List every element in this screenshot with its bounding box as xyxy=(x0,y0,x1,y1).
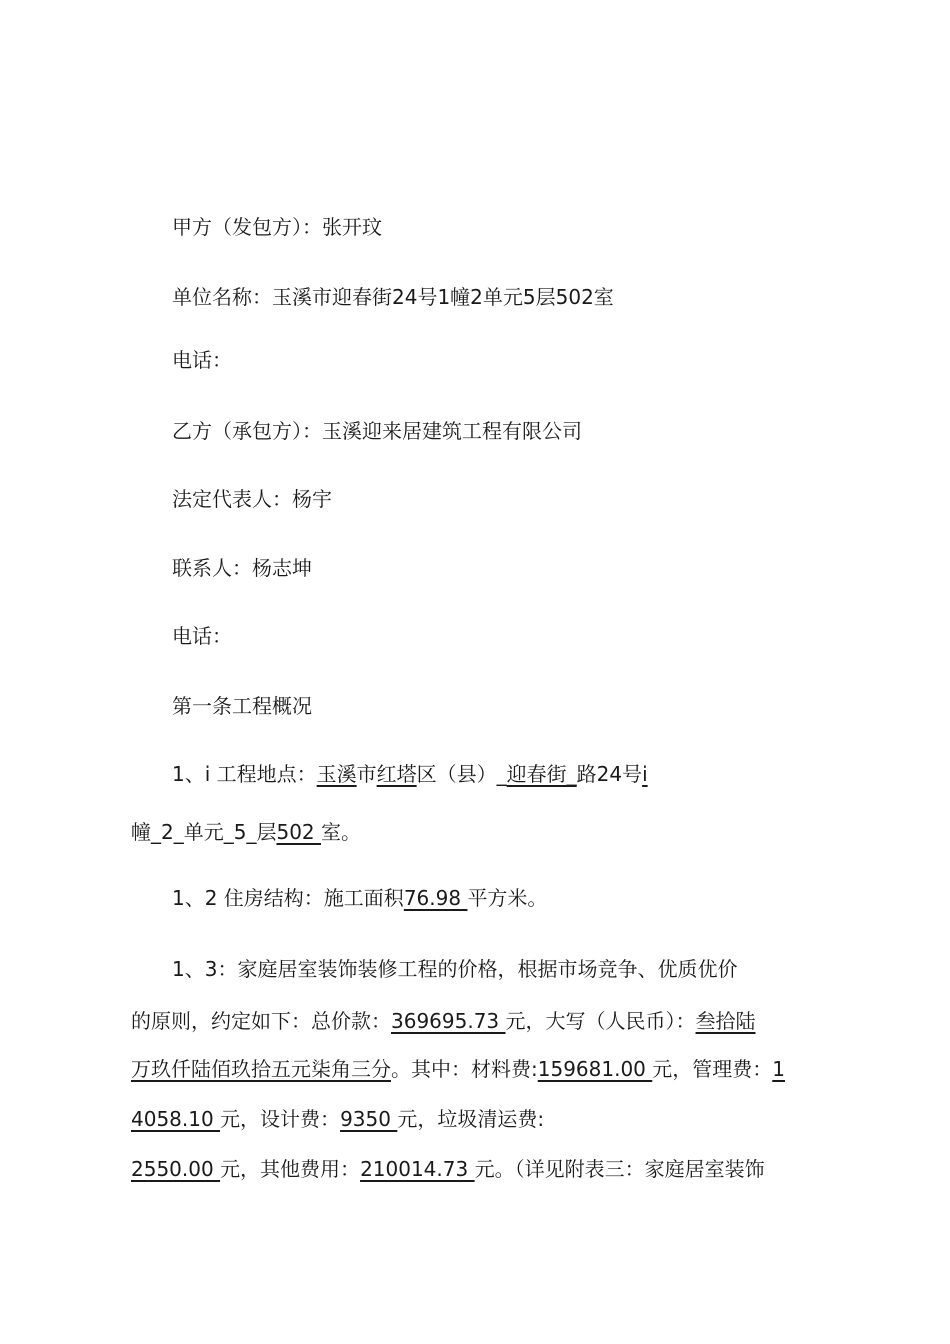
location-district: 红塔 xyxy=(376,762,417,786)
clause-1-3-line-2 xyxy=(131,1007,756,1037)
clause-1-3-line-5 xyxy=(131,1155,765,1185)
price-intro: 的原则，约定如下：总价款： xyxy=(131,1009,391,1033)
design-fee-label: 元，设计费： xyxy=(220,1107,341,1131)
party-a-name: 张开玟 xyxy=(322,215,382,239)
location-district-suffix: 区（县） xyxy=(416,762,497,786)
contact-line xyxy=(172,554,312,584)
contact-name: 杨志坤 xyxy=(252,556,312,580)
phone-a-line xyxy=(172,346,232,376)
location-street: 迎春街_ xyxy=(506,762,577,786)
mgmt-fee-part-1: 1 xyxy=(772,1057,785,1081)
unit-name-value: 玉溪市迎春街24号1幢2单元5层502室 xyxy=(272,285,614,309)
article-1-title xyxy=(172,692,312,722)
floor-word: 层 xyxy=(256,820,277,844)
material-fee: 159681.00 xyxy=(537,1057,653,1081)
clause-1-1-line-2 xyxy=(131,818,361,848)
room-number: 502 xyxy=(276,820,321,844)
location-road-number: 路24号 xyxy=(576,762,643,786)
unit-word: 单元 xyxy=(183,820,224,844)
unit-name-label: 单位名称： xyxy=(172,285,272,309)
clause-1-3-intro: 1、3：家庭居室装饰装修工程的价格，根据市场竞争、优质优价 xyxy=(172,957,738,981)
legal-rep-label: 法定代表人： xyxy=(172,487,292,511)
area-unit: 平方米。 xyxy=(467,886,548,910)
capital-label: 元，大写（人民币）： xyxy=(505,1009,696,1033)
unit-name-line xyxy=(172,283,614,313)
other-fee-label: 元，其他费用： xyxy=(220,1157,361,1181)
clause-1-1-line-1 xyxy=(172,760,648,790)
mgmt-fee-part-2: 4058.10 xyxy=(131,1107,221,1131)
building-word: 幢 xyxy=(131,820,151,844)
other-fee: 210014.73 xyxy=(360,1157,475,1181)
party-a-line xyxy=(172,213,382,243)
party-a-label: 甲方（发包方）： xyxy=(172,215,322,239)
party-b-name: 玉溪迎来居建筑工程有限公司 xyxy=(322,419,582,443)
unit-number: _2_ xyxy=(151,820,184,844)
phone-a-label: 电话： xyxy=(172,348,232,372)
material-fee-label: 。其中：材料费: xyxy=(391,1057,538,1081)
garbage-fee: 2550.00 xyxy=(131,1157,221,1181)
garbage-fee-label: 元，垃圾清运费: xyxy=(397,1107,545,1131)
capital-amount-part-1: 叁拾陆 xyxy=(695,1009,756,1033)
clause-1-2-line xyxy=(172,884,547,914)
construction-area: 76.98 xyxy=(403,886,468,910)
legal-rep-line xyxy=(172,485,332,515)
appendix-reference: 元。（详见附表三：家庭居室装饰 xyxy=(474,1157,765,1181)
clause-1-3-line-4 xyxy=(131,1105,544,1135)
capital-amount-part-2: 万玖仟陆佰玖拾五元柒角三分 xyxy=(131,1057,391,1081)
design-fee: 9350 xyxy=(340,1107,398,1131)
room-word: 室。 xyxy=(321,820,361,844)
phone-b-label: 电话： xyxy=(172,624,232,648)
location-blank: _ xyxy=(496,762,507,786)
article-1-title-text: 第一条工程概况 xyxy=(172,694,312,718)
location-city-suffix: 市 xyxy=(356,762,377,786)
clause-1-1-prefix: 1、i 工程地点： xyxy=(172,762,317,786)
floor-number: _5_ xyxy=(223,820,257,844)
legal-rep-name: 杨宇 xyxy=(292,487,332,511)
party-b-label: 乙方（承包方）： xyxy=(172,419,322,443)
phone-b-line xyxy=(172,622,232,652)
clause-1-3-line-3 xyxy=(131,1055,785,1085)
clause-1-2-prefix: 1、2 住房结构：施工面积 xyxy=(172,886,404,910)
total-price: 369695.73 xyxy=(391,1009,506,1033)
location-city: 玉溪 xyxy=(316,762,357,786)
mgmt-fee-label: 元，管理费： xyxy=(652,1057,773,1081)
contact-label: 联系人： xyxy=(172,556,252,580)
location-building-number: i xyxy=(642,762,648,786)
clause-1-3-line-1 xyxy=(172,955,737,985)
party-b-line xyxy=(172,417,582,447)
